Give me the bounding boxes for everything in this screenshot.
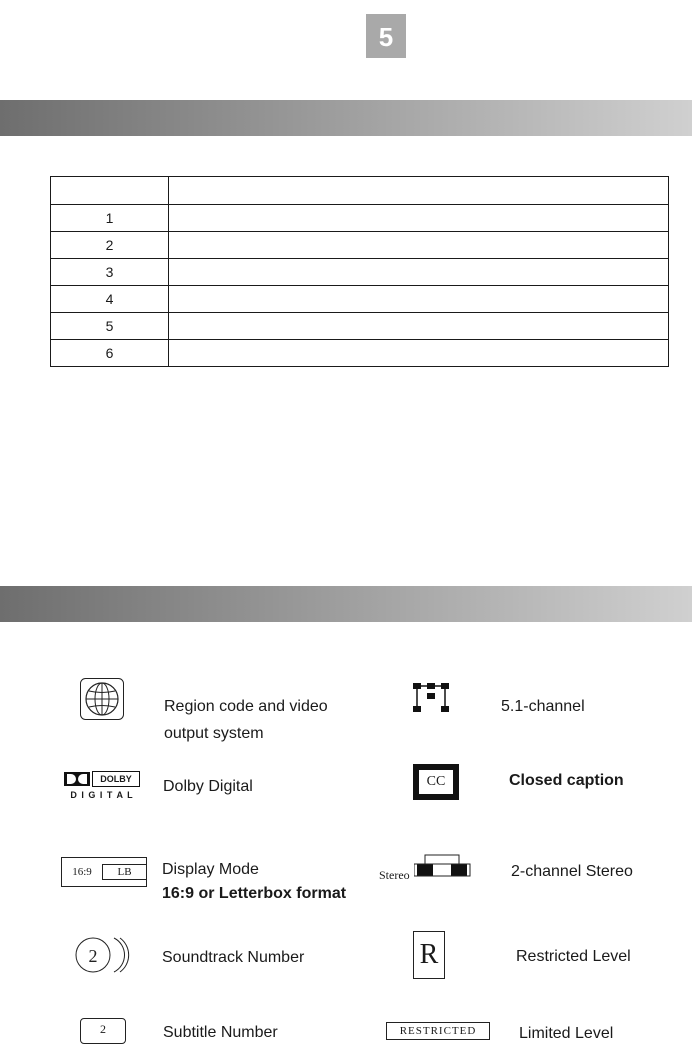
- table-row: [51, 232, 669, 259]
- region-code-cell: 1: [51, 205, 169, 232]
- section-header-band-icons: [0, 586, 692, 622]
- table-header-row: [51, 177, 669, 205]
- region-area-cell: [169, 313, 669, 340]
- display-mode-ratio: 16:9: [72, 866, 92, 878]
- region-label: Region code and video: [164, 698, 328, 715]
- region-area-cell: [169, 340, 669, 367]
- restricted-label: Restricted Level: [516, 948, 631, 965]
- soundtrack-label: Soundtrack Number: [162, 949, 305, 966]
- subtitle-label: Subtitle Number: [163, 1024, 278, 1041]
- section-header-band-region: [0, 100, 692, 136]
- limited-label: Limited Level: [519, 1025, 614, 1042]
- restricted-level-icon: R: [413, 931, 445, 979]
- limited-level-icon: RESTRICTED: [386, 1022, 490, 1040]
- region-code-cell: 4: [51, 286, 169, 313]
- region-area-cell: [169, 259, 669, 286]
- display-mode-letterbox: LB: [102, 864, 146, 880]
- table-row: [51, 340, 669, 367]
- stereo-speakers-icon: [414, 854, 472, 878]
- table-row: [51, 205, 669, 232]
- dolby-digital-logo: [64, 770, 140, 804]
- dolby-double-d-icon: [64, 772, 90, 786]
- stereo-label: 2-channel Stereo: [511, 863, 633, 880]
- display-mode-icon: [61, 857, 147, 887]
- dolby-logo-text: DOLBY: [92, 771, 140, 787]
- speaker-layout-icon: [410, 682, 454, 714]
- subtitle-number-icon: 2: [80, 1018, 126, 1044]
- region-area-cell: [169, 232, 669, 259]
- globe-icon: [80, 678, 124, 720]
- dolby-logo-subtext: D I G I T A L: [70, 790, 134, 800]
- region-code-table: [50, 176, 669, 367]
- table-row: [51, 313, 669, 340]
- soundtrack-number-icon: [74, 934, 132, 976]
- soundtrack-number-badge: 2: [88, 946, 98, 966]
- closed-caption-icon: CC: [413, 764, 459, 800]
- table-header-cell: [51, 177, 169, 205]
- region-area-cell: [169, 286, 669, 313]
- region-label-line2: output system: [164, 725, 264, 742]
- page-number: 5: [366, 14, 406, 58]
- stereo-tag: Stereo: [379, 868, 410, 882]
- region-code-cell: 6: [51, 340, 169, 367]
- surround-label: 5.1-channel: [501, 698, 585, 715]
- display-mode-format: 16:9 or Letterbox format: [162, 885, 347, 902]
- region-code-cell: 3: [51, 259, 169, 286]
- region-code-cell: 5: [51, 313, 169, 340]
- table-header-cell: [169, 177, 669, 205]
- region-area-cell: [169, 205, 669, 232]
- dolby-label: Dolby Digital: [163, 778, 253, 795]
- region-code-cell: 2: [51, 232, 169, 259]
- closed-caption-label: Closed caption: [509, 772, 624, 789]
- display-mode-label: Display Mode: [162, 861, 259, 878]
- table-row: [51, 286, 669, 313]
- table-row: [51, 259, 669, 286]
